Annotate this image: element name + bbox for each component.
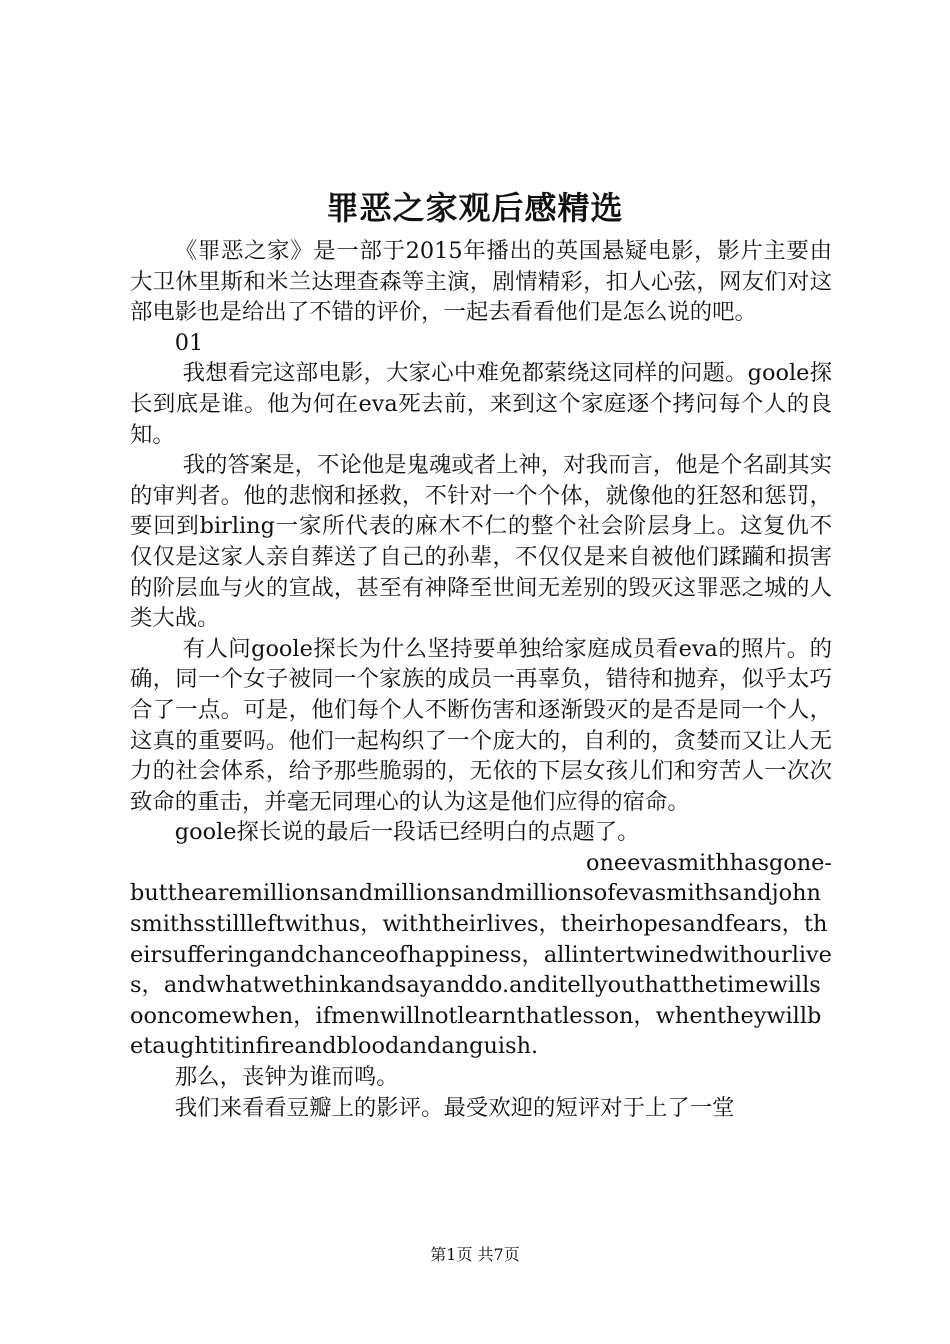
section-number: 01 <box>174 329 204 356</box>
intro-paragraph: 《罪恶之家》是一部于2015年播出的英国悬疑电影，影片主要由大卫休里斯和米兰达理查森等主演，剧情精彩，扣人心弦，网友们对这部电影也是给出了不错的评价，一起去看看他们是怎么说的吧。 <box>130 238 832 326</box>
document-body <box>130 236 832 1123</box>
document-title: 罪恶之家观后感精选 <box>326 189 624 227</box>
quote-paragraph: butthearemillionsandmillionsandmillionsofevasmithsandjohnsmithsstillleftwithus，withtheirlives，theirhopesandfears，theirsufferingandchanceofhappiness，allintertwinedwithourlives，andwhatwethinkandsayanddo.anditellyouthatthetimewillsooncomewhen，ifmenwillnotlearnthatlesson，whentheywillbetaughtitinfireandbloodandanguish. <box>130 880 832 1060</box>
answer-paragraph: 我的答案是，不论他是鬼魂或者上神，对我而言，他是个名副其实的审判者。他的悲悯和拯救，不针对一个个体，就像他的狂怒和惩罚，要回到birling一家所代表的麻木不仁的整个社会阶层身上。这复仇不仅仅是这家人亲自葬送了自己的孙辈，不仅仅是来自被他们蹂躏和损害的阶层血与火的宣战，甚至有神降至世间无差别的毁灭这罪恶之城的人类大战。 <box>130 452 832 632</box>
quote-first-line: oneevasmithhasgone- <box>585 849 832 876</box>
bell-paragraph: 那么，丧钟为谁而鸣。 <box>174 1064 399 1091</box>
review-paragraph: 我们来看看豆瓣上的影评。最受欢迎的短评对于上了一堂 <box>174 1094 735 1121</box>
question-paragraph: 我想看完这部电影，大家心中难免都萦绕这同样的问题。goole探长到底是谁。他为何在eva死去前，来到这个家庭逐个拷问每个人的良知。 <box>130 360 832 448</box>
page-footer: 第1页 共7页 <box>430 1245 520 1264</box>
quote-intro-paragraph: goole探长说的最后一段话已经明白的点题了。 <box>174 819 640 846</box>
photo-paragraph: 有人问goole探长为什么坚持要单独给家庭成员看eva的照片。的确，同一个女子被同一个家族的成员一再辜负，错待和抛弃，似乎太巧合了一点。可是，他们每个人不断伤害和逐渐毁灭的是否是同一个人，这真的重要吗。他们一起构织了一个庞大的，自利的，贪婪而又让人无力的社会体系，给予那些脆弱的，无依的下层女孩儿们和穷苦人一次次致命的重击，并毫无同理心的认为这是他们应得的宿命。 <box>130 635 832 815</box>
